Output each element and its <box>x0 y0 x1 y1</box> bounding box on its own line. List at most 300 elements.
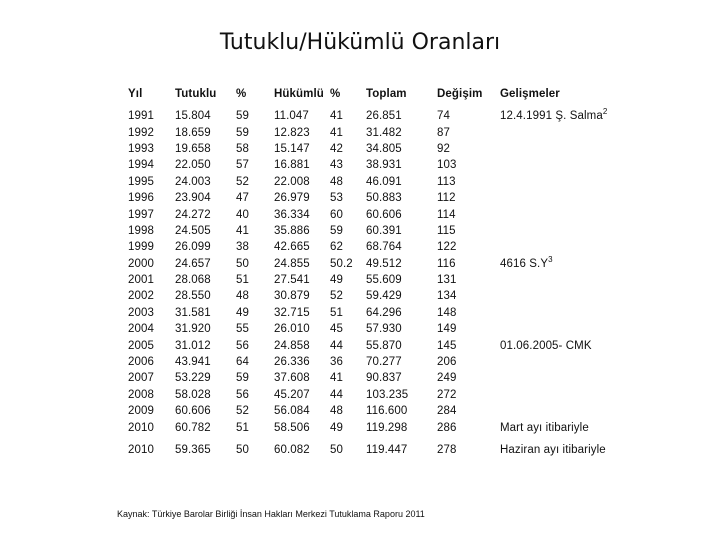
convict-percent-value: 48 <box>330 175 343 188</box>
total-value: 26.851 <box>366 110 402 123</box>
cell-convicts <box>274 157 330 173</box>
convicts-value: 36.334 <box>274 208 310 221</box>
cell-developments <box>500 321 618 337</box>
change-value: 112 <box>437 192 456 205</box>
convicts-value: 56.084 <box>274 405 310 418</box>
convicts-value: 24.858 <box>274 339 310 352</box>
cell-total <box>366 305 437 321</box>
detainees-value: 58.028 <box>175 388 211 401</box>
convicts-value: 35.886 <box>274 224 310 237</box>
cell-change <box>437 354 500 370</box>
cell-change <box>437 370 500 386</box>
cell-change <box>437 337 500 353</box>
cell-year <box>128 157 175 173</box>
convict-percent-value: 44 <box>330 388 343 401</box>
cell-convict-percent <box>330 223 366 239</box>
year-value: 2003 <box>128 306 154 319</box>
change-value: 103 <box>437 159 457 172</box>
cell-total <box>366 206 437 222</box>
developments-value: 12.4.1991 Ş. Salma <box>500 110 603 123</box>
cell-detainees <box>175 108 236 124</box>
cell-developments <box>500 256 618 272</box>
convicts-value: 16.881 <box>274 159 310 172</box>
year-value: 1995 <box>128 175 154 188</box>
convict-percent-value: 52 <box>330 290 343 303</box>
cell-convicts <box>274 190 330 206</box>
change-value: 113 <box>437 175 456 188</box>
detainees-value: 43.941 <box>175 356 211 369</box>
cell-change <box>437 124 500 140</box>
change-value: 249 <box>437 372 457 385</box>
detainees-value: 23.904 <box>175 192 211 205</box>
cell-convict-percent <box>330 108 366 124</box>
convict-percent-value: 60 <box>330 208 343 221</box>
detainee-percent-value: 52 <box>236 405 249 418</box>
cell-total <box>366 124 437 140</box>
footnote-marker: 2 <box>602 107 608 117</box>
detainees-value: 24.505 <box>175 224 211 237</box>
cell-total <box>366 403 437 419</box>
year-value: 1999 <box>128 241 154 254</box>
change-value: 145 <box>437 339 457 352</box>
detainee-percent-value: 56 <box>236 339 249 352</box>
cell-year <box>128 108 175 124</box>
header-detainee-percent: % <box>236 88 247 100</box>
cell-detainees <box>175 239 236 255</box>
cell-convicts <box>274 223 330 239</box>
year-value: 2002 <box>128 290 154 303</box>
detainee-percent-value: 56 <box>236 388 249 401</box>
cell-detainee-percent <box>236 305 274 321</box>
total-value: 46.091 <box>366 175 402 188</box>
cell-convict-percent <box>330 256 366 272</box>
cell-total <box>366 239 437 255</box>
convict-percent-value: 41 <box>330 126 343 139</box>
cell-convicts <box>274 239 330 255</box>
detainee-percent-value: 38 <box>236 241 249 254</box>
cell-change <box>437 108 500 124</box>
header-developments: Gelişmeler <box>500 88 560 100</box>
total-value: 49.512 <box>366 257 402 270</box>
cell-year <box>128 419 175 435</box>
cell-convicts <box>274 337 330 353</box>
detainees-value: 24.272 <box>175 208 211 221</box>
table-row <box>128 256 618 272</box>
cell-convicts <box>274 124 330 140</box>
header-convicts: Hükümlü <box>274 88 324 100</box>
total-value: 57.930 <box>366 323 402 336</box>
cell-convicts <box>274 288 330 304</box>
cell-change <box>437 272 500 288</box>
table-row <box>128 370 618 386</box>
convicts-value: 27.541 <box>274 274 310 287</box>
table-row <box>128 387 618 403</box>
detention-statistics-table <box>128 88 618 458</box>
developments-value: 4616 S.Y <box>500 257 549 270</box>
cell-developments <box>500 108 618 124</box>
cell-detainee-percent <box>236 403 274 419</box>
detainee-percent-value: 49 <box>236 306 249 319</box>
cell-detainee-percent <box>236 141 274 157</box>
cell-detainee-percent <box>236 256 274 272</box>
cell-total <box>366 190 437 206</box>
cell-year <box>128 436 175 458</box>
cell-change <box>437 321 500 337</box>
cell-convict-percent <box>330 305 366 321</box>
cell-total <box>366 354 437 370</box>
convicts-value: 37.608 <box>274 372 310 385</box>
table-row <box>128 206 618 222</box>
convict-percent-value: 41 <box>330 110 343 123</box>
cell-convicts <box>274 206 330 222</box>
convict-percent-value: 62 <box>330 241 343 254</box>
cell-detainee-percent <box>236 387 274 403</box>
year-value: 2010 <box>128 421 154 434</box>
total-value: 38.931 <box>366 159 402 172</box>
convict-percent-value: 44 <box>330 339 343 352</box>
cell-detainee-percent <box>236 108 274 124</box>
table-header-row <box>128 88 618 108</box>
year-value: 1991 <box>128 110 154 123</box>
cell-change <box>437 157 500 173</box>
change-value: 206 <box>437 356 457 369</box>
convicts-value: 22.008 <box>274 175 310 188</box>
detainees-value: 31.920 <box>175 323 211 336</box>
developments-value: Haziran ayı itibariyle <box>500 444 606 456</box>
cell-detainees <box>175 337 236 353</box>
cell-developments <box>500 419 618 435</box>
cell-total <box>366 288 437 304</box>
header-total: Toplam <box>366 88 407 100</box>
detainee-percent-value: 51 <box>236 421 249 434</box>
detainees-value: 60.606 <box>175 405 211 418</box>
year-value: 2006 <box>128 356 154 369</box>
detainees-value: 28.068 <box>175 274 211 287</box>
detainees-value: 60.782 <box>175 421 211 434</box>
cell-change <box>437 288 500 304</box>
cell-year <box>128 288 175 304</box>
cell-developments <box>500 272 618 288</box>
detainee-percent-value: 59 <box>236 372 249 385</box>
cell-developments <box>500 223 618 239</box>
detainee-percent-value: 64 <box>236 356 249 369</box>
total-value: 59.429 <box>366 290 402 303</box>
cell-detainees <box>175 206 236 222</box>
cell-year <box>128 337 175 353</box>
detainee-percent-value: 47 <box>236 192 249 205</box>
cell-developments <box>500 124 618 140</box>
convicts-value: 30.879 <box>274 290 310 303</box>
cell-detainees <box>175 354 236 370</box>
detainees-value: 53.229 <box>175 372 211 385</box>
total-value: 60.606 <box>366 208 402 221</box>
cell-detainee-percent <box>236 370 274 386</box>
cell-change <box>437 141 500 157</box>
cell-convict-percent <box>330 321 366 337</box>
cell-total <box>366 370 437 386</box>
change-value: 284 <box>437 405 457 418</box>
detainee-percent-value: 52 <box>236 175 249 188</box>
year-value: 1992 <box>128 126 154 139</box>
cell-detainee-percent <box>236 124 274 140</box>
cell-change <box>437 256 500 272</box>
year-value: 1998 <box>128 224 154 237</box>
detainee-percent-value: 40 <box>236 208 249 221</box>
change-value: 115 <box>437 224 456 237</box>
cell-detainees <box>175 223 236 239</box>
cell-convict-percent <box>330 206 366 222</box>
cell-total <box>366 223 437 239</box>
convict-percent-value: 36 <box>330 356 343 369</box>
change-value: 122 <box>437 241 457 254</box>
convicts-value: 11.047 <box>274 110 309 123</box>
cell-convict-percent <box>330 403 366 419</box>
cell-convicts <box>274 256 330 272</box>
cell-convict-percent <box>330 436 366 458</box>
cell-developments <box>500 141 618 157</box>
cell-convict-percent <box>330 157 366 173</box>
total-value: 119.298 <box>366 421 408 434</box>
change-value: 92 <box>437 142 450 155</box>
cell-convict-percent <box>330 190 366 206</box>
cell-year <box>128 370 175 386</box>
cell-change <box>437 305 500 321</box>
cell-detainees <box>175 419 236 435</box>
cell-change <box>437 174 500 190</box>
cell-convicts <box>274 403 330 419</box>
total-value: 103.235 <box>366 388 409 401</box>
cell-convicts <box>274 419 330 435</box>
cell-detainees <box>175 403 236 419</box>
total-value: 50.883 <box>366 192 402 205</box>
total-value: 31.482 <box>366 126 402 139</box>
cell-convict-percent <box>330 288 366 304</box>
cell-convict-percent <box>330 370 366 386</box>
total-value: 70.277 <box>366 356 402 369</box>
detainee-percent-value: 51 <box>236 274 249 287</box>
cell-convicts <box>274 174 330 190</box>
cell-year <box>128 141 175 157</box>
cell-detainees <box>175 157 236 173</box>
cell-year <box>128 206 175 222</box>
cell-convicts <box>274 387 330 403</box>
cell-developments <box>500 190 618 206</box>
detainees-value: 18.659 <box>175 126 211 139</box>
footnote-marker: 3 <box>548 254 553 264</box>
table-row <box>128 354 618 370</box>
convict-percent-value: 53 <box>330 192 343 205</box>
table-row <box>128 288 618 304</box>
convict-percent-value: 51 <box>330 306 343 319</box>
total-value: 119.447 <box>366 444 408 456</box>
change-value: 286 <box>437 421 457 434</box>
year-value: 2005 <box>128 339 154 352</box>
detainees-value: 24.003 <box>175 175 211 188</box>
total-value: 68.764 <box>366 241 402 254</box>
header-convict-percent: % <box>330 88 341 100</box>
change-value: 87 <box>437 126 450 139</box>
total-value: 90.837 <box>366 372 402 385</box>
cell-total <box>366 174 437 190</box>
table-body <box>128 108 618 458</box>
cell-change <box>437 436 500 458</box>
cell-detainees <box>175 288 236 304</box>
detainees-value: 26.099 <box>175 241 211 254</box>
detainee-percent-value: 59 <box>236 126 249 139</box>
detainee-percent-value: 57 <box>236 159 249 172</box>
cell-developments <box>500 157 618 173</box>
total-value: 55.609 <box>366 274 402 287</box>
convict-percent-value: 45 <box>330 323 343 336</box>
convicts-value: 60.082 <box>274 444 310 456</box>
convict-percent-value: 50.2 <box>330 257 353 270</box>
cell-detainees <box>175 321 236 337</box>
year-value: 1994 <box>128 159 154 172</box>
cell-year <box>128 256 175 272</box>
table-row <box>128 174 618 190</box>
cell-total <box>366 141 437 157</box>
cell-developments <box>500 337 618 353</box>
table-row <box>128 272 618 288</box>
convicts-value: 45.207 <box>274 388 310 401</box>
change-value: 149 <box>437 323 457 336</box>
cell-convict-percent <box>330 419 366 435</box>
detainee-percent-value: 59 <box>236 110 249 123</box>
cell-convict-percent <box>330 174 366 190</box>
cell-detainee-percent <box>236 157 274 173</box>
convicts-value: 24.855 <box>274 257 310 270</box>
cell-convicts <box>274 354 330 370</box>
cell-year <box>128 305 175 321</box>
cell-convict-percent <box>330 354 366 370</box>
convict-percent-value: 59 <box>330 224 343 237</box>
year-value: 2001 <box>128 274 154 287</box>
cell-change <box>437 419 500 435</box>
cell-convict-percent <box>330 141 366 157</box>
cell-convict-percent <box>330 272 366 288</box>
convicts-value: 26.979 <box>274 192 310 205</box>
detainees-value: 31.012 <box>175 339 211 352</box>
cell-year <box>128 403 175 419</box>
cell-developments <box>500 436 618 458</box>
cell-detainee-percent <box>236 223 274 239</box>
convict-percent-value: 43 <box>330 159 343 172</box>
statistics-table-container <box>128 88 618 458</box>
cell-developments <box>500 354 618 370</box>
convicts-value: 12.823 <box>274 126 310 139</box>
cell-total <box>366 387 437 403</box>
cell-change <box>437 403 500 419</box>
detainees-value: 24.657 <box>175 257 211 270</box>
convicts-value: 26.336 <box>274 356 310 369</box>
cell-detainee-percent <box>236 288 274 304</box>
cell-detainee-percent <box>236 321 274 337</box>
cell-convict-percent <box>330 239 366 255</box>
cell-detainees <box>175 272 236 288</box>
cell-change <box>437 206 500 222</box>
convict-percent-value: 42 <box>330 142 343 155</box>
cell-total <box>366 108 437 124</box>
total-value: 34.805 <box>366 142 402 155</box>
table-row <box>128 124 618 140</box>
table-row <box>128 239 618 255</box>
convicts-value: 42.665 <box>274 241 310 254</box>
convict-percent-value: 49 <box>330 274 343 287</box>
slide-title: Tutuklu/Hükümlü Oranları <box>219 30 501 55</box>
cell-developments <box>500 370 618 386</box>
table-row <box>128 321 618 337</box>
cell-change <box>437 387 500 403</box>
cell-detainee-percent <box>236 272 274 288</box>
cell-detainees <box>175 174 236 190</box>
cell-detainee-percent <box>236 190 274 206</box>
table-row <box>128 403 618 419</box>
cell-detainees <box>175 305 236 321</box>
table-row <box>128 141 618 157</box>
cell-convicts <box>274 141 330 157</box>
cell-year <box>128 354 175 370</box>
table-row <box>128 108 618 124</box>
change-value: 116 <box>437 257 456 270</box>
year-value: 1996 <box>128 192 154 205</box>
cell-year <box>128 223 175 239</box>
cell-detainee-percent <box>236 436 274 458</box>
convict-percent-value: 50 <box>330 444 343 456</box>
cell-convict-percent <box>330 124 366 140</box>
detainee-percent-value: 55 <box>236 323 249 336</box>
total-value: 55.870 <box>366 339 402 352</box>
year-value: 2008 <box>128 388 154 401</box>
convicts-value: 58.506 <box>274 421 310 434</box>
change-value: 134 <box>437 290 457 303</box>
header-year: Yıl <box>128 88 143 100</box>
developments-value: Mart ayı itibariyle <box>500 421 589 434</box>
detainee-percent-value: 58 <box>236 142 249 155</box>
convict-percent-value: 48 <box>330 405 343 418</box>
table-row <box>128 419 618 435</box>
cell-developments <box>500 239 618 255</box>
cell-change <box>437 239 500 255</box>
cell-detainees <box>175 141 236 157</box>
header-change: Değişim <box>437 88 483 100</box>
table-row <box>128 223 618 239</box>
cell-year <box>128 272 175 288</box>
year-value: 2010 <box>128 444 154 456</box>
header-detainees: Tutuklu <box>175 88 217 100</box>
convicts-value: 32.715 <box>274 306 310 319</box>
year-value: 2004 <box>128 323 154 336</box>
change-value: 278 <box>437 444 457 456</box>
change-value: 272 <box>437 388 457 401</box>
cell-detainees <box>175 436 236 458</box>
change-value: 131 <box>437 274 457 287</box>
year-value: 2007 <box>128 372 154 385</box>
source-note: Kaynak: Türkiye Barolar Birliği İnsan Hakları Merkezi Tutuklama Raporu 2011 <box>117 509 425 519</box>
cell-developments <box>500 206 618 222</box>
detainee-percent-value: 41 <box>236 224 249 237</box>
detainees-value: 19.658 <box>175 142 211 155</box>
cell-detainees <box>175 387 236 403</box>
detainee-percent-value: 50 <box>236 444 249 456</box>
detainee-percent-value: 50 <box>236 257 249 270</box>
cell-year <box>128 174 175 190</box>
cell-developments <box>500 288 618 304</box>
cell-convict-percent <box>330 337 366 353</box>
cell-detainees <box>175 190 236 206</box>
cell-detainees <box>175 256 236 272</box>
cell-detainees <box>175 370 236 386</box>
total-value: 60.391 <box>366 224 402 237</box>
